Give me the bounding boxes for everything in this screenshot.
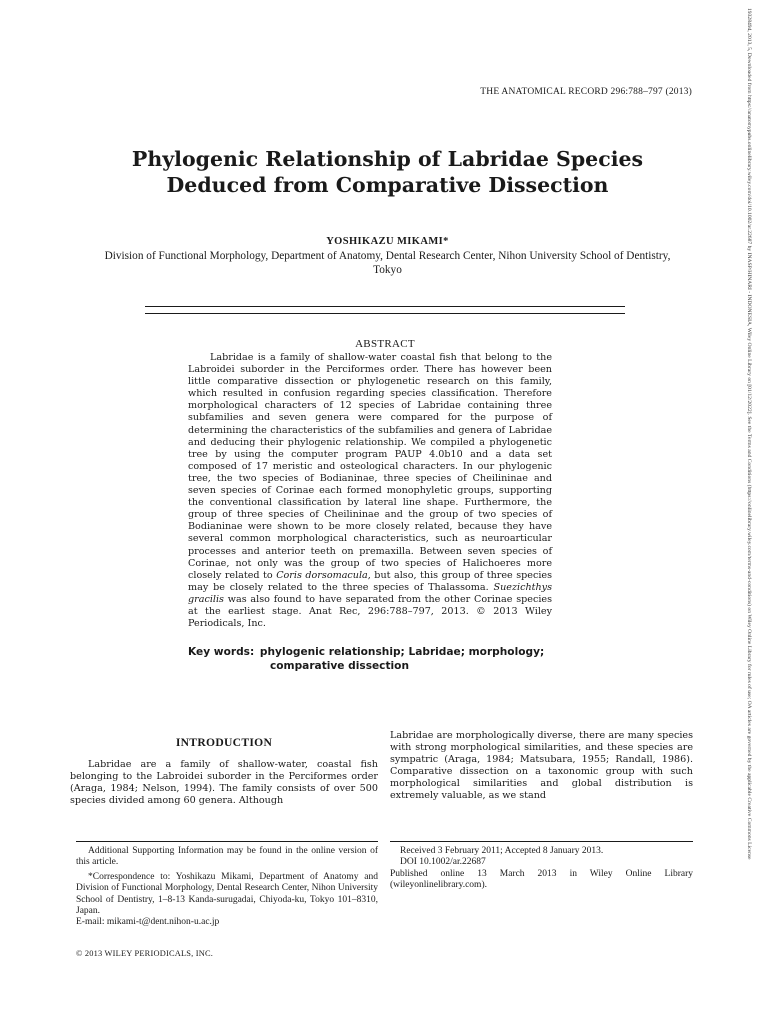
abstract-text xyxy=(188,352,552,630)
author-name: YOSHIKAZU MIKAMI* xyxy=(326,236,449,247)
abstract-text-part3: was also found to have separated from the other Corinae species at the earliest stage. Anat Rec, 296:788–797, 2013. © 2013 Wiley Periodicals, Inc. xyxy=(188,593,552,630)
abstract-text-part1: Labridae is a family of shallow-water coastal fish that belong to the Labroidei suborder in the Perciformes order. There has however been little comparative dissection or phylogenetic research on this family, which resulted in confusion regarding species classification. Therefore morphological characters of 12 species of Labridae containing three subfamilies and seven genera were compared for the purpose of determining the characteristics of the subfamilies and genera of Labridae and deducing their phylogenic relationship. We compiled a phylogenetic tree by using the computer program PAUP 4.0b10 and a data set composed of 17 meristic and osteological characters. In our phylogenic tree, the two species of Bodianinae, three species of Cheilininae and seven species of Corinae each formed monophyletic groups, supporting the conventional classification by lateral line shape. Furthermore, the group of three species of Cheilininae and the group of two species of Bodianinae were shown to be more closely related, because they have several common morphological characteristics, such as neuroarticular processes and anterior teeth on premaxilla. Between seven species of Corinae, not only was the group of two species of Halichoeres more closely related to xyxy=(188,352,552,581)
correspondence-note: *Correspondence to: Yoshikazu Mikami, Department of Anatomy and Division of Functional Morphology, Dental Research Center, Nihon University School of Dentistry, 1–8-13 Kanda-surugadai, Chiyoda-ku, Tokyo 101–8310, Japan. xyxy=(76,871,378,917)
footnote-rule-right xyxy=(390,841,693,842)
published-online: Published online 13 March 2013 in Wiley Online Library (wileyonlinelibrary.com). xyxy=(390,868,693,891)
keywords-label: Key words: xyxy=(188,646,255,658)
email-address: E-mail: mikami-t@dent.nihon-u.ac.jp xyxy=(76,917,220,928)
species-name-coris: Coris dorsomacula xyxy=(276,569,368,581)
doi: DOI 10.1002/ar.22687 xyxy=(400,857,486,868)
article-title: Phylogenic Relationship of Labridae Species Deduced from Comparative Dissection xyxy=(131,147,644,197)
footnote-rule-left xyxy=(76,841,378,842)
footnotes-left xyxy=(76,846,378,929)
left-column xyxy=(70,736,378,807)
author-affiliation: Division of Functional Morphology, Department of Anatomy, Dental Research Center, Nihon University School of Dentistry, Tokyo xyxy=(104,250,671,276)
copyright-notice: © 2013 WILEY PERIODICALS, INC. xyxy=(76,949,214,958)
introduction-paragraph-left: Labridae are a family of shallow-water, coastal fish belonging to the Labroidei suborder in the Perciformes order (Araga, 1984; Nelson, 1994). The family consists of over 500 species divided among 60 genera. Although xyxy=(70,759,378,807)
header-rule-top xyxy=(145,306,625,307)
introduction-heading: INTRODUCTION xyxy=(175,736,273,749)
download-notice: 19328494, 2013, 5, Downloaded from https://anatomypubs.onlinelibrary.wiley.com/doi/10.1002/ar.22687 by INASP/HINARI - INDONESIA, Wiley Online Library on [01/12/2022]. See the Terms and Conditions (https://onlinelibrary.wiley.com/terms-and-conditions) on Wiley Online Library for rules of use; OA articles are governed by the applicable Creative Commons License xyxy=(746,8,752,860)
keywords-line2: comparative dissection xyxy=(270,660,409,672)
abstract-heading: ABSTRACT xyxy=(355,338,415,350)
supporting-info-note: Additional Supporting Information may be found in the online version of this article. xyxy=(76,846,378,868)
species-name-suezichthys: Suezichthys gracilis xyxy=(188,581,552,605)
introduction-paragraph-right: Labridae are morphologically diverse, there are many species with strong morphological similarities, and these species are sympatric (Araga, 1984; Matsubara, 1955; Randall, 1986). Comparative dissection on a taxonomic group with such morphological similarities and global distribution is extremely valuable, as we stand xyxy=(390,730,693,802)
right-column xyxy=(390,730,693,803)
received-accepted-dates: Received 3 February 2011; Accepted 8 January 2013. xyxy=(400,846,604,856)
header-rule-bottom xyxy=(145,313,625,314)
abstract-text-part2: , but also, this group of three species may be closely related to the three species of Thalassoma. xyxy=(188,569,552,593)
keywords xyxy=(188,645,588,673)
footnotes-right xyxy=(390,846,693,892)
running-head: THE ANATOMICAL RECORD 296:788–797 (2013) xyxy=(480,87,692,97)
keywords-line1: phylogenic relationship; Labridae; morphology; xyxy=(259,646,545,658)
